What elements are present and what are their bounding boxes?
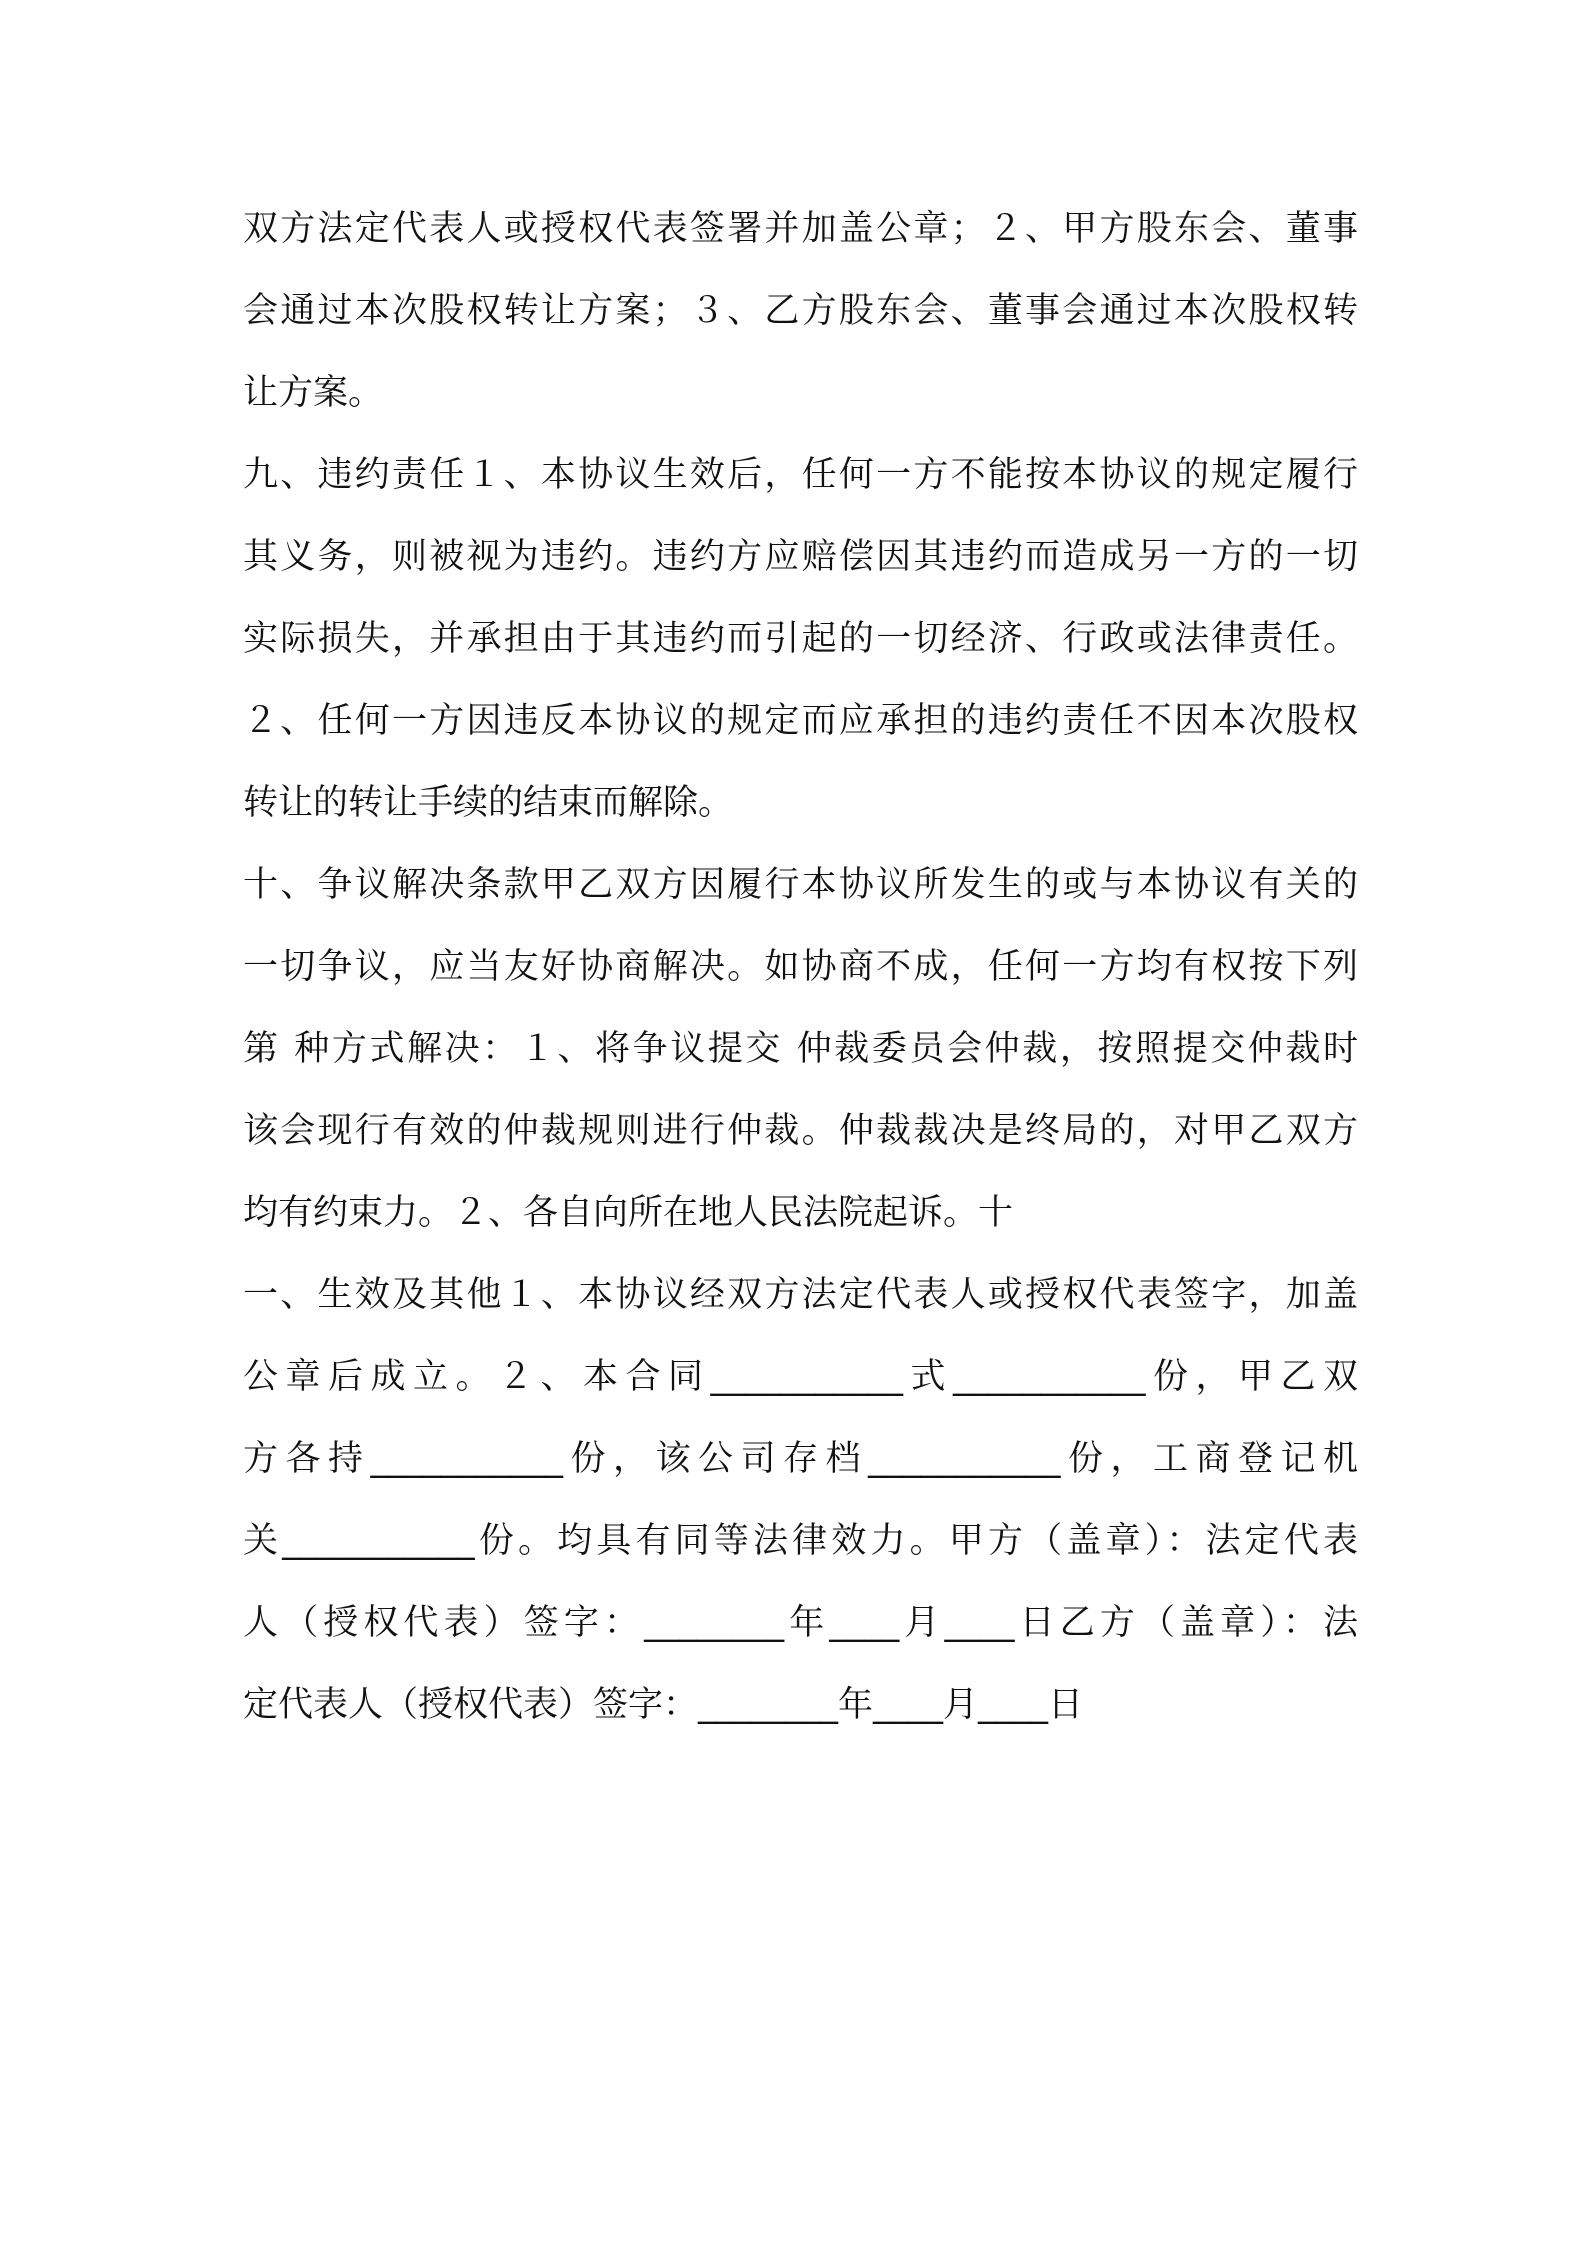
text-line: 十、争议解决条款甲乙双方因履行本协议所发生的或与本协议有关的 [243, 865, 1358, 905]
text-line: 该会现行有效的仲裁规则进行仲裁。仲裁裁决是终局的，对甲乙双方 [243, 1111, 1358, 1151]
text-line: ２、任何一方因违反本协议的规定而应承担的违约责任不因本次股权 [243, 701, 1358, 741]
text-line: 均有约束力。２、各自向所在地人民法院起诉。十 [243, 1193, 1014, 1233]
text-line: 其义务，则被视为违约。违约方应赔偿因其违约而造成另一方的一切 [243, 537, 1358, 577]
agreement-text [243, 200, 1358, 1758]
text-line: 会通过本次股权转让方案；３、乙方股东会、董事会通过本次股权转 [243, 291, 1358, 331]
text-line: 一、生效及其他１、本协议经双方法定代表人或授权代表签字，加盖 [243, 1275, 1358, 1315]
text-line: 方各持___________份，该公司存档___________份，工商登记机 [243, 1439, 1358, 1479]
text-line: 实际损失，并承担由于其违约而引起的一切经济、行政或法律责任。 [243, 619, 1358, 659]
text-line: 一切争议，应当友好协商解决。如协商不成，任何一方均有权按下列 [243, 947, 1358, 987]
text-line: 人（授权代表）签字：________年____月____日乙方（盖章）：法 [243, 1603, 1358, 1643]
text-line: 定代表人（授权代表）签字：________年____月____日 [243, 1685, 1084, 1725]
text-line: 关___________份。均具有同等法律效力。甲方（盖章）：法定代表 [243, 1521, 1358, 1561]
text-line: 转让的转让手续的结束而解除。 [243, 783, 734, 823]
text-line: 让方案。 [243, 373, 384, 413]
text-line: 公章后成立。２、本合同___________式___________份，甲乙双 [243, 1357, 1358, 1397]
text-line: 双方法定代表人或授权代表签署并加盖公章；２、甲方股东会、董事 [243, 209, 1358, 249]
text-line: 第 种方式解决：１、将争议提交 仲裁委员会仲裁，按照提交仲裁时 [243, 1029, 1358, 1069]
text-line: 九、违约责任１、本协议生效后，任何一方不能按本协议的规定履行 [243, 455, 1358, 495]
